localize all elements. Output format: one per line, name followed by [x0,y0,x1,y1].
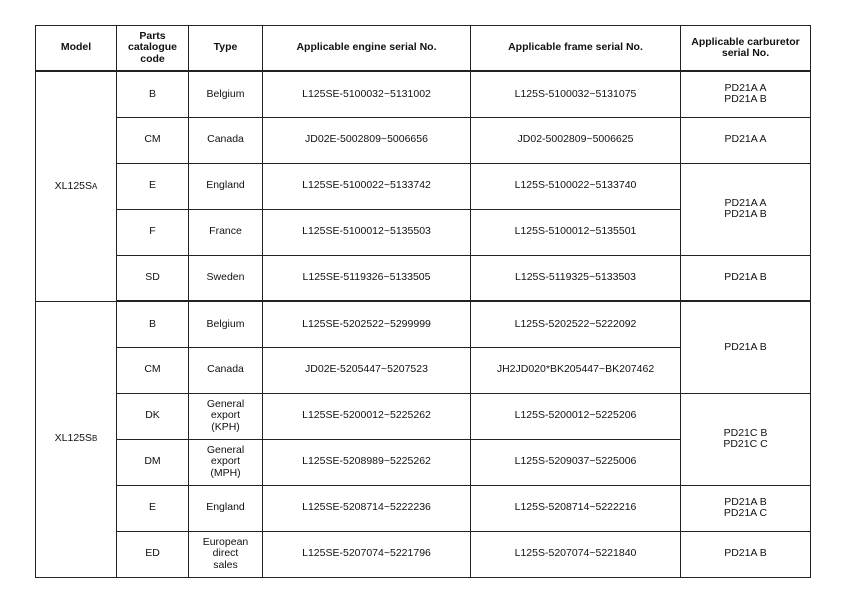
frame-serial-cell: L125S-5100022~5133740 [471,163,681,209]
frame-serial-cell: L125S-5119325~5133503 [471,255,681,301]
type-cell: Canada [189,347,263,393]
frame-serial-cell: L125S-5202522~5222092 [471,301,681,347]
code-cell: E [117,485,189,531]
type-cell: France [189,209,263,255]
code-cell: CM [117,117,189,163]
table-row [36,301,811,347]
carburetor-cell: PD21A A PD21A B [681,71,811,117]
engine-serial-cell: L125SE-5100022~5133742 [263,163,471,209]
serial-number-table [35,25,811,578]
carburetor-cell: PD21A A PD21A B [681,163,811,255]
table-row [36,117,811,163]
carburetor-cell: PD21A B PD21A C [681,485,811,531]
frame-serial-cell: JD02-5002809~5006625 [471,117,681,163]
engine-serial-cell: L125SE-5208714~5222236 [263,485,471,531]
type-cell: Canada [189,117,263,163]
header-carburetor-serial: Applicable carburetor serial No. [681,26,811,72]
engine-serial-cell: L125SE-5100032~5131002 [263,71,471,117]
engine-serial-cell: L125SE-5202522~5299999 [263,301,471,347]
code-cell: B [117,71,189,117]
model-cell: XL125SB [36,301,117,577]
frame-serial-cell: L125S-5200012~5225206 [471,393,681,439]
engine-serial-cell: L125SE-5208989~5225262 [263,439,471,485]
type-cell: England [189,163,263,209]
frame-serial-cell: L125S-5100012~5135501 [471,209,681,255]
header-type: Type [189,26,263,72]
code-cell: DM [117,439,189,485]
type-cell: Belgium [189,71,263,117]
engine-serial-cell: JD02E-5205447~5207523 [263,347,471,393]
frame-serial-cell: L125S-5100032~5131075 [471,71,681,117]
engine-serial-cell: L125SE-5207074~5221796 [263,531,471,577]
model-cell: XL125SA [36,71,117,301]
type-cell: Sweden [189,255,263,301]
carburetor-cell: PD21C B PD21C C [681,393,811,485]
type-cell: General export (KPH) [189,393,263,439]
header-model: Model [36,26,117,72]
engine-serial-cell: L125SE-5200012~5225262 [263,393,471,439]
table-row [36,163,811,209]
frame-serial-cell: JH2JD020*BK205447~BK207462 [471,347,681,393]
table-row [36,393,811,439]
code-cell: SD [117,255,189,301]
code-cell: DK [117,393,189,439]
carburetor-cell: PD21A B [681,301,811,393]
carburetor-cell: PD21A A [681,117,811,163]
type-cell: European direct sales [189,531,263,577]
carburetor-cell: PD21A B [681,255,811,301]
engine-serial-cell: L125SE-5100012~5135503 [263,209,471,255]
type-cell: England [189,485,263,531]
type-cell: General export (MPH) [189,439,263,485]
header-frame-serial: Applicable frame serial No. [471,26,681,72]
carburetor-cell: PD21A B [681,531,811,577]
code-cell: F [117,209,189,255]
header-row [36,26,811,72]
table-row [36,531,811,577]
frame-serial-cell: L125S-5208714~5222216 [471,485,681,531]
type-cell: Belgium [189,301,263,347]
table-row [36,255,811,301]
code-cell: B [117,301,189,347]
header-parts-catalogue-code: Parts catalogue code [117,26,189,72]
header-engine-serial: Applicable engine serial No. [263,26,471,72]
code-cell: ED [117,531,189,577]
code-cell: CM [117,347,189,393]
table-row [36,485,811,531]
engine-serial-cell: L125SE-5119326~5133505 [263,255,471,301]
frame-serial-cell: L125S-5207074~5221840 [471,531,681,577]
frame-serial-cell: L125S-5209037~5225006 [471,439,681,485]
engine-serial-cell: JD02E-5002809~5006656 [263,117,471,163]
code-cell: E [117,163,189,209]
table-row [36,71,811,117]
